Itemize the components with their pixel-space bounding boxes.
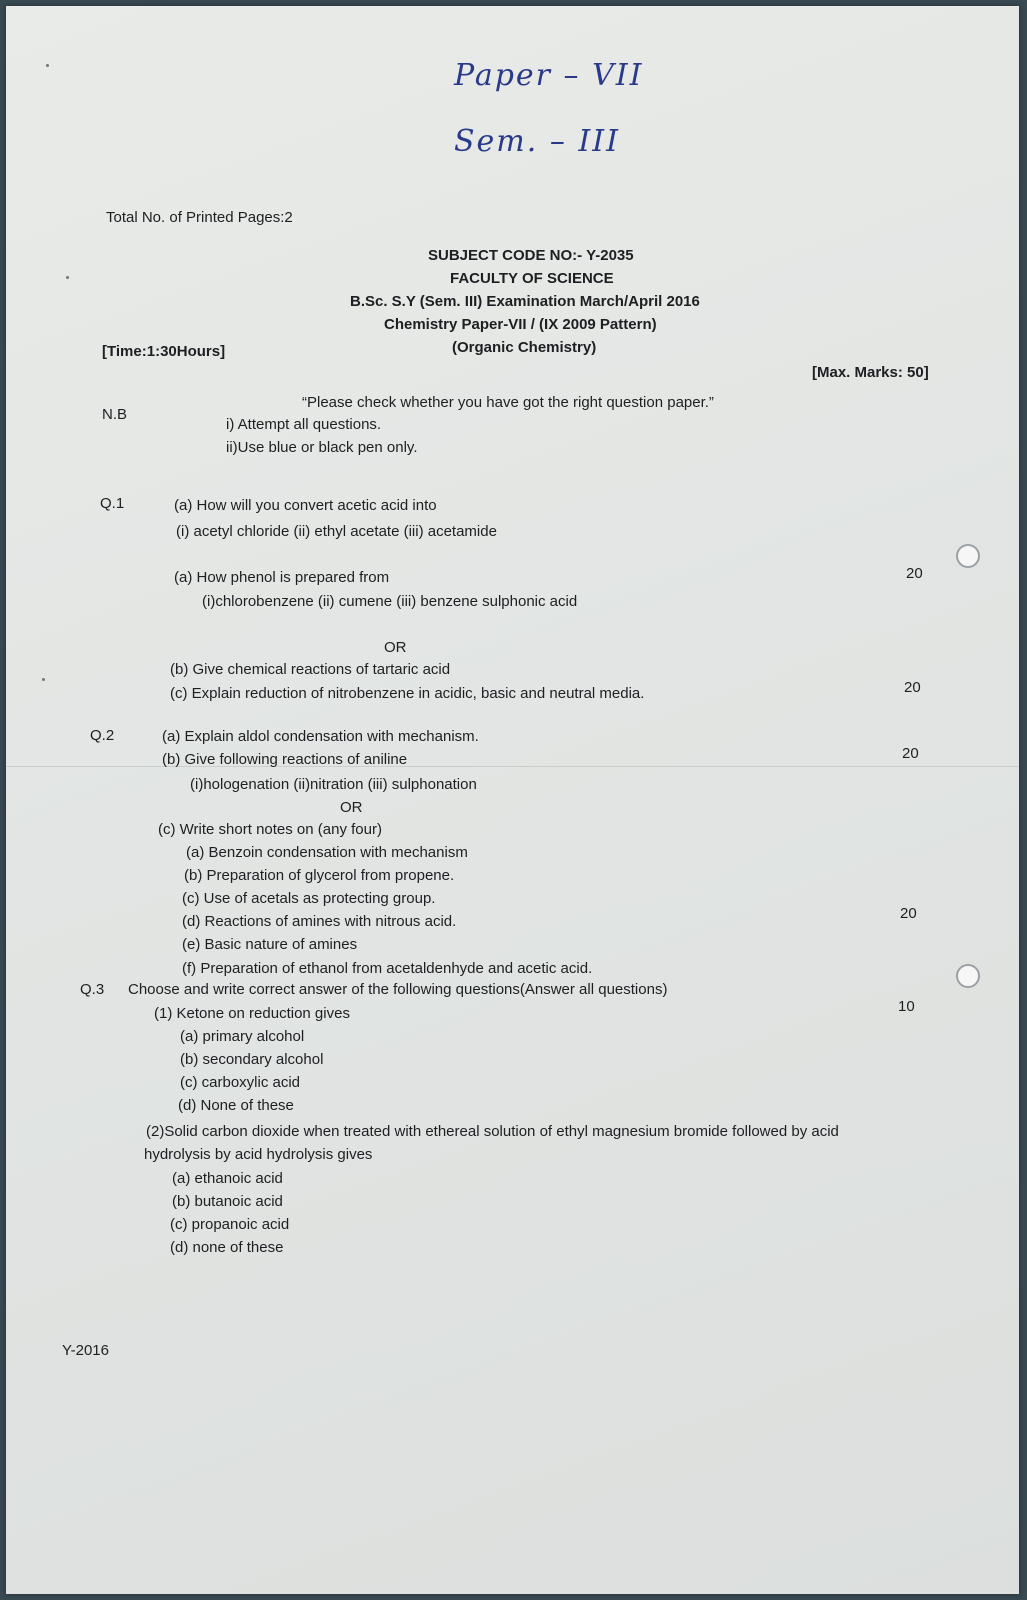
exam-title: B.Sc. S.Y (Sem. III) Examination March/April 2016	[350, 293, 700, 310]
q2-note-item: (c) Use of acetals as protecting group.	[182, 890, 436, 907]
q1-a-options: (i) acetyl chloride (ii) ethyl acetate (iii) acetamide	[176, 523, 497, 540]
footer-code: Y-2016	[62, 1342, 109, 1359]
q1-b: (b) Give chemical reactions of tartaric acid	[170, 661, 451, 678]
instruction-1: i) Attempt all questions.	[226, 416, 382, 433]
q2-note-item: (e) Basic nature of amines	[182, 936, 358, 953]
q2-note-item: (b) Preparation of glycerol from propene.	[184, 867, 455, 884]
punch-hole	[956, 544, 980, 568]
q3-question-2-line-1: (2)Solid carbon dioxide when treated with ethereal solution of ethyl magnesium bromide followed by acid	[146, 1123, 839, 1140]
q3-question-1: (1) Ketone on reduction gives	[154, 1005, 350, 1022]
q1-marks-1: 20	[906, 565, 923, 582]
q2-c: (c) Write short notes on (any four)	[158, 821, 382, 838]
q3-title: Choose and write correct answer of the following questions(Answer all questions)	[128, 981, 668, 998]
exam-time: [Time:1:30Hours]	[102, 343, 226, 360]
nb-label: N.B	[102, 406, 128, 423]
q3-q1-option: (a) primary alcohol	[180, 1028, 305, 1045]
q1-number: Q.1	[100, 495, 125, 512]
q1-c: (c) Explain reduction of nitrobenzene in acidic, basic and neutral media.	[170, 685, 645, 702]
q3-q2-option: (b) butanoic acid	[172, 1193, 283, 1210]
subject-name: (Organic Chemistry)	[452, 339, 597, 356]
max-marks: [Max. Marks: 50]	[812, 364, 929, 381]
handwritten-paper-note: Paper – VII	[454, 58, 644, 93]
q1-a2: (a) How phenol is prepared from	[174, 569, 390, 586]
q3-q1-option: (c) carboxylic acid	[180, 1074, 301, 1091]
printed-pages: Total No. of Printed Pages:2	[106, 209, 293, 226]
q3-question-2-line-2: hydrolysis by acid hydrolysis gives	[144, 1146, 373, 1163]
q1-or: OR	[384, 639, 407, 656]
q3-q2-option: (a) ethanoic acid	[172, 1170, 283, 1187]
handwritten-sem-note: Sem. – III	[454, 124, 620, 159]
q2-note-item: (d) Reactions of amines with nitrous acid.	[182, 913, 457, 930]
q2-b-options: (i)hologenation (ii)nitration (iii) sulphonation	[190, 776, 477, 793]
punch-hole	[956, 964, 980, 988]
instruction-2: ii)Use blue or black pen only.	[226, 439, 418, 456]
q1-a2-options: (i)chlorobenzene (ii) cumene (iii) benzene sulphonic acid	[202, 593, 578, 610]
q3-q1-option: (b) secondary alcohol	[180, 1051, 324, 1068]
q2-note-item: (f) Preparation of ethanol from acetaldenhyde and acetic acid.	[182, 960, 593, 977]
speck	[42, 678, 45, 681]
q2-note-item: (a) Benzoin condensation with mechanism	[186, 844, 468, 861]
exam-paper	[6, 6, 1019, 1594]
q3-q2-option: (c) propanoic acid	[170, 1216, 290, 1233]
check-notice: “Please check whether you have got the right question paper.”	[302, 394, 714, 411]
q3-q2-option: (d) none of these	[170, 1239, 284, 1256]
speck	[46, 64, 49, 67]
paper-title: Chemistry Paper-VII / (IX 2009 Pattern)	[384, 316, 657, 333]
q2-or: OR	[340, 799, 363, 816]
q1-marks-2: 20	[904, 679, 921, 696]
q2-marks-2: 20	[900, 905, 917, 922]
q2-number: Q.2	[90, 727, 115, 744]
q3-marks: 10	[898, 998, 915, 1015]
faculty: FACULTY OF SCIENCE	[450, 270, 614, 287]
q2-b: (b) Give following reactions of aniline	[162, 751, 408, 768]
q1-a: (a) How will you convert acetic acid into	[174, 497, 437, 514]
q2-marks-1: 20	[902, 745, 919, 762]
q2-a: (a) Explain aldol condensation with mechanism.	[162, 728, 479, 745]
fold-line	[6, 766, 1019, 767]
q3-number: Q.3	[80, 981, 105, 998]
subject-code: SUBJECT CODE NO:- Y-2035	[428, 247, 634, 264]
q3-q1-option: (d) None of these	[178, 1097, 294, 1114]
speck	[66, 276, 69, 279]
